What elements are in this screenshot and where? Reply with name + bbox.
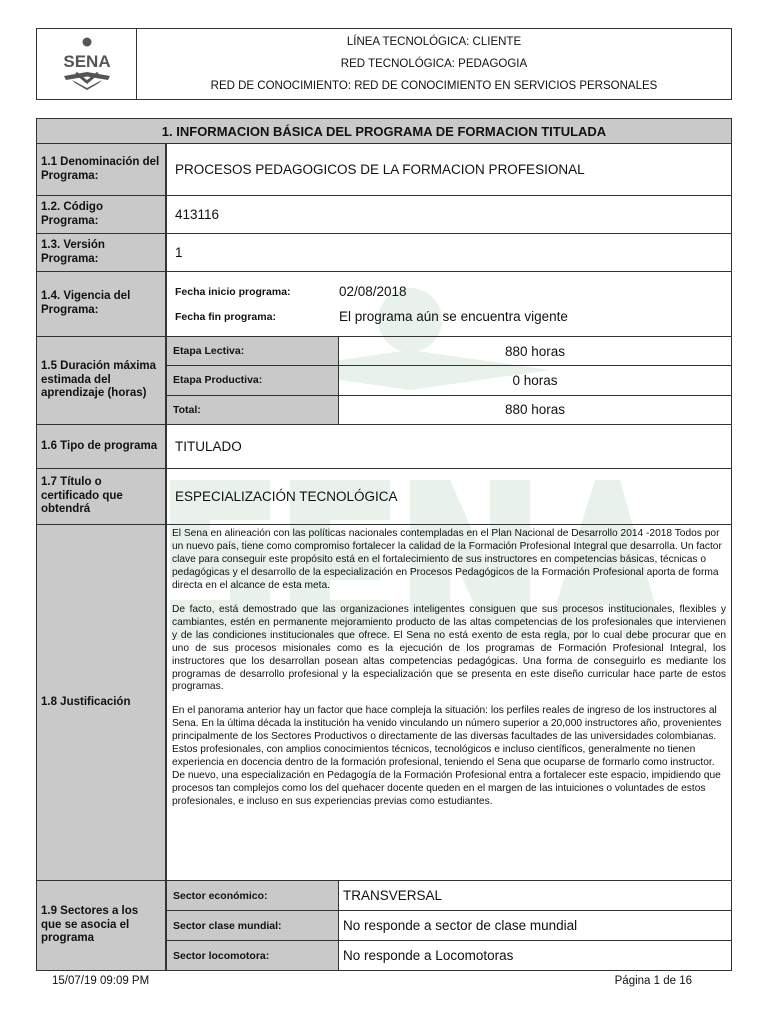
sector-row: [167, 910, 731, 940]
vigencia-label: 1.4. Vigencia del Programa:: [37, 272, 167, 336]
sena-logo: [37, 29, 137, 99]
program-info-table: [36, 118, 732, 971]
etapa-lectiva-value: 880 horas: [504, 343, 566, 359]
sector-locomotora-value: No responde a Locomotoras: [343, 948, 514, 963]
fecha-inicio-value: 02/08/2018: [339, 284, 407, 299]
denominacion-label: 1.1 Denominación del Programa:: [37, 144, 167, 195]
sectores-label: 1.9 Sectores a los que se asocia el programa: [37, 881, 167, 970]
row-tipo: [37, 424, 731, 468]
fecha-fin-value: El programa aún se encuentra vigente: [339, 309, 568, 324]
row-vigencia: [37, 271, 731, 336]
sector-row: [167, 881, 731, 910]
row-titulo: [37, 468, 731, 524]
sector-clase-mundial-label: Sector clase mundial:: [167, 911, 339, 940]
page-footer: [52, 975, 692, 987]
row-codigo: [37, 195, 731, 233]
etapa-lectiva-label: Etapa Lectiva:: [167, 337, 339, 365]
duracion-row: [167, 395, 731, 424]
codigo-value: 413116: [175, 207, 220, 222]
justificacion-paragraph-1: El Sena en alineación con las políticas nacionales contempladas en el Plan Nacional de Desarrollo 2014 -2018 Todos por un nuevo país, tiene como compromiso fortalecer la calidad de la Formación Profesional Integral que desarrolla. Un factor clave para conseguir este propósito está en el fortalecimiento de sus instructores en competencias básicas, técnicas o pedagógicas y el desarrollo de la especialización en Procesos Pedagógicos de la Formación Profesional aporta de forma directa en el alcance de esta meta.: [172, 528, 722, 591]
row-version: [37, 233, 731, 271]
justificacion-text: [167, 525, 731, 880]
justificacion-label: 1.8 Justificación: [37, 525, 167, 880]
version-label: 1.3. Versión Programa:: [37, 234, 167, 271]
titulo-label: 1.7 Título o certificado que obtendrá: [37, 469, 167, 524]
duracion-row: [167, 365, 731, 394]
footer-page-number: Página 1 de 16: [614, 975, 692, 987]
total-label: Total:: [167, 396, 339, 424]
etapa-productiva-label: Etapa Productiva:: [167, 366, 339, 394]
row-duracion: [37, 336, 731, 424]
etapa-productiva-value: 0 horas: [512, 372, 558, 388]
titulo-value: ESPECIALIZACIÓN TECNOLÓGICA: [175, 489, 398, 504]
section-title: 1. INFORMACION BÁSICA DEL PROGRAMA DE FORMACION TITULADA: [37, 119, 731, 143]
footer-timestamp: 15/07/19 09:09 PM: [52, 975, 150, 987]
row-sectores: [37, 880, 731, 970]
tipo-label: 1.6 Tipo de programa: [37, 425, 167, 468]
header-red-conocimiento: RED DE CONOCIMIENTO: RED DE CONOCIMIENTO EN SERVICIOS PERSONALES: [210, 80, 658, 92]
justificacion-paragraph-2: De facto, está demostrado que las organizaciones inteligentes consiguen que sus procesos institucionales, flexibles y cambiantes, estén en permanente mejoramiento producto de las altas competencias de los profesionales que intervienen y de las condiciones institucionales que ofrece. El Sena no está exento de esta regla, por lo cual debe procurar que en uno de sus procesos misionales como es la ejecución de los programas de Formación Profesional Integral, los instructores que los desarrollan posean altas competencias pedagógicas. Una forma de conseguirlo es mediante los programas de desarrollo profesional y la especialización que se presenta en este diseño curricular hace parte de estos programas.: [172, 603, 726, 693]
sector-economico-value: TRANSVERSAL: [343, 888, 443, 903]
row-denominacion: [37, 143, 731, 195]
duracion-row: [167, 337, 731, 365]
fecha-inicio-label: Fecha inicio programa:: [175, 285, 291, 298]
total-value: 880 horas: [504, 402, 566, 418]
row-justificacion: [37, 524, 731, 880]
tipo-value: TITULADO: [175, 439, 242, 454]
sector-clase-mundial-value: No responde a sector de clase mundial: [343, 918, 578, 933]
svg-text:SENA: SENA: [62, 52, 111, 71]
header-red-tecnologica: RED TECNOLÓGICA: PEDAGOGIA: [340, 58, 528, 70]
fecha-fin-label: Fecha fin programa:: [175, 310, 276, 323]
header-linea: LÍNEA TECNOLÓGICA: CLIENTE: [346, 36, 522, 48]
document-header: [36, 28, 732, 100]
version-value: 1: [175, 245, 183, 260]
justificacion-paragraph-3: En el panorama anterior hay un factor que hace compleja la situación: los perfiles reales de ingreso de los instructores al Sena. En la última década la institución ha venido vinculando un número superior a 20,000 instructores año, provenientes principalmente de los Sectores Productivos o directamente de las diversas facultades de las universidades colombianas. Estos profesionales, con amplios conocimientos técnicos, tecnológicos e incluso científicos, generalmente no tienen experiencia en docencia dentro de la formación profesional, teniendo el Sena que ocuparse de formarlo como instructor. De nuevo, una especialización en Pedagogía de la Formación Profesional entra a fortalecer este espacio, impidiendo que procesos tan complejos como los del quehacer docente queden en el margen de las intuiciones o voluntades de estos profesionales, e incluso en sus experiencias previas como estudiantes.: [172, 705, 722, 808]
codigo-label: 1.2. Código Programa:: [37, 196, 167, 233]
denominacion-value: PROCESOS PEDAGOGICOS DE LA FORMACION PROFESIONAL: [175, 162, 585, 177]
sector-economico-label: Sector económico:: [167, 881, 339, 910]
sector-row: [167, 940, 731, 970]
duracion-label: 1.5 Duración máxima estimada del aprendizaje (horas): [37, 337, 167, 424]
sector-locomotora-label: Sector locomotora:: [167, 941, 339, 970]
